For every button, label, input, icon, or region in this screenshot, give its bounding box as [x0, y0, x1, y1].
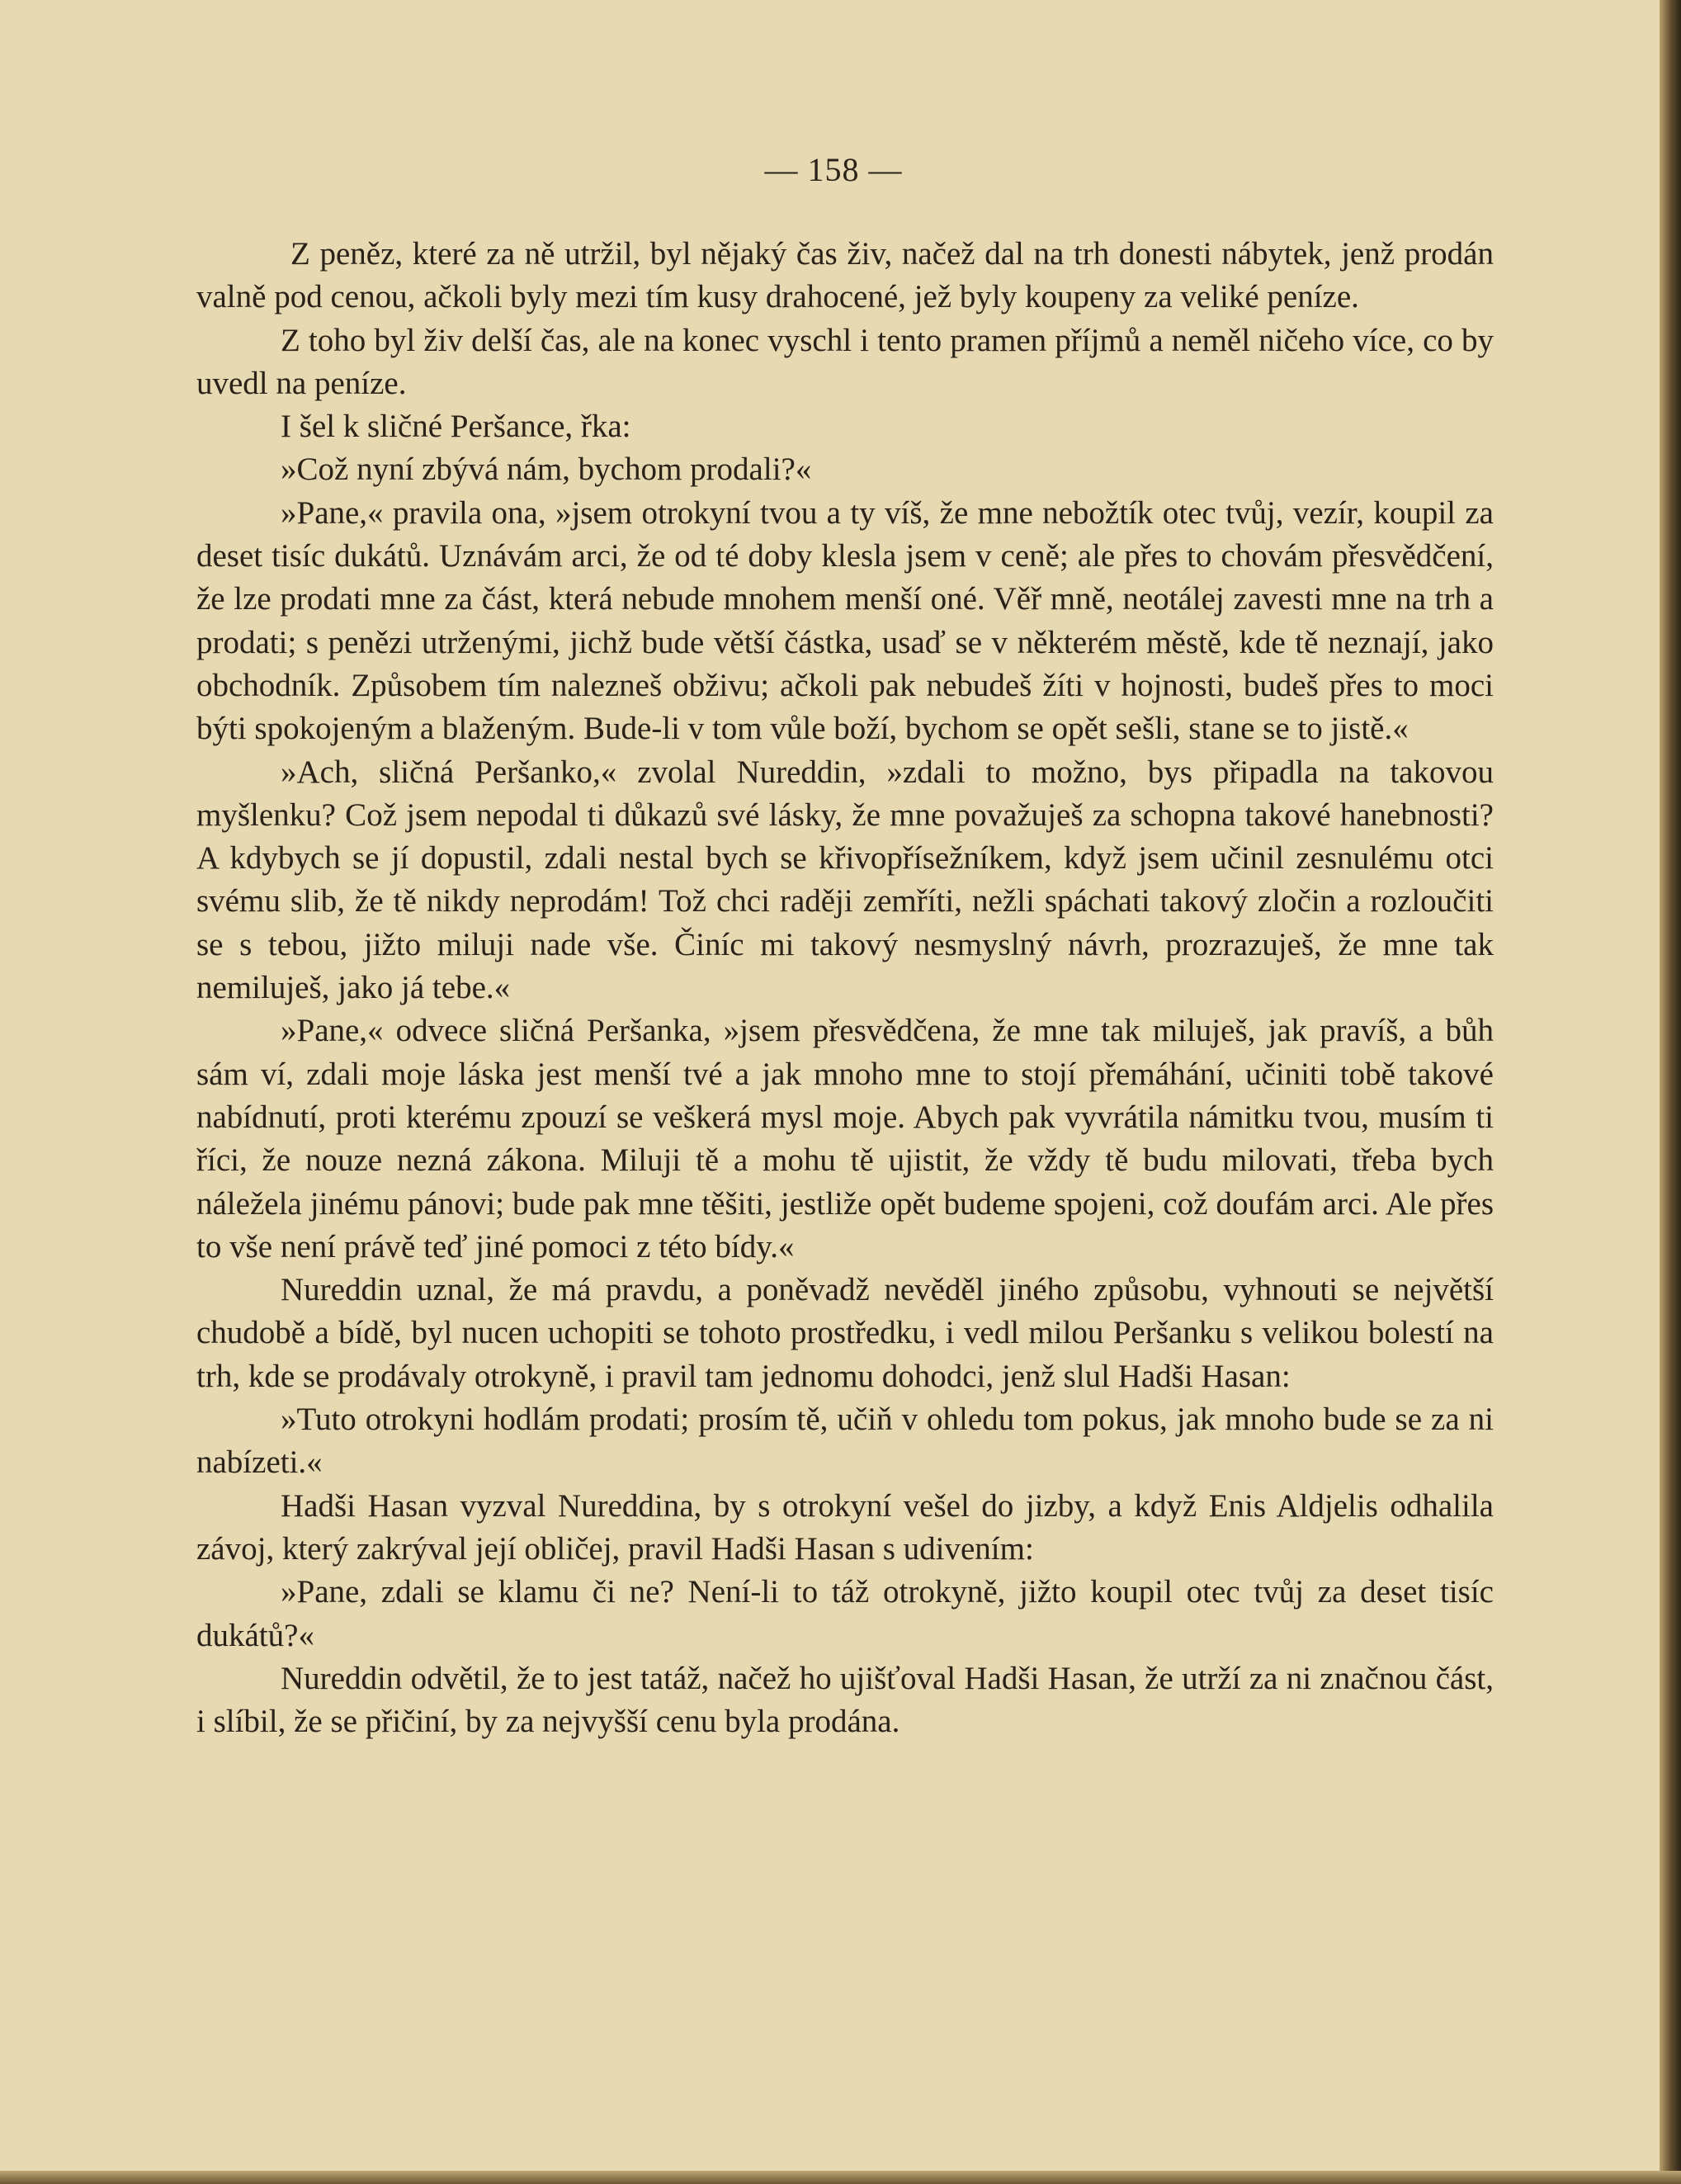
paragraph: »Pane,« odvece sličná Peršanka, »jsem přesvědčena, že mne tak miluješ, jak pravíš, a bůh sám ví, zdali moje láska jest menší tvé a jak mnoho mne to stojí přemáhání, učiniti tobě takové nabídnutí, proti kterému zpouzí se veškerá mysl moje. Abych pak vyvrátila námitku tvou, musím ti říci, že nouze nezná zákona. Miluji tě a mohu tě ujistit, že vždy tě budu milovati, třeba bych náležela jinému pánovi; bude pak mne těšiti, jestliže opět budeme spojeni, což doufám arci. Ale přes to vše není právě teď jiné pomoci z této bídy.« — [196, 1013, 1494, 1265]
paragraph: Nureddin uznal, že má pravdu, a poněvadž nevěděl jiného způsobu, vyhnouti se největší chudobě a bídě, byl nucen uchopiti se tohoto prostředku, i vedl milou Peršanku s velikou bolestí na trh, kde se prodávaly otrokyně, i pravil tam jednomu dohodci, jenž slul Hadši Hasan: — [196, 1272, 1494, 1394]
page-number: — 158 — — [764, 151, 903, 188]
paragraph: Z toho byl živ delší čas, ale na konec vyschl i tento pramen příjmů a neměl ničeho více, co by uvedl na peníze. — [196, 322, 1494, 401]
paragraph: »Pane, zdali se klamu či ne? Není-li to táž otrokyně, jižto koupil otec tvůj za deset tisíc dukátů?« — [196, 1574, 1494, 1653]
paragraph: Nureddin odvětil, že to jest tatáž, načež ho ujišťoval Hadši Hasan, že utrží za ni značnou část, i slíbil, že se přičiní, by za nejvyšší cenu byla prodána. — [196, 1660, 1494, 1740]
paragraph: »Tuto otrokyni hodlám prodati; prosím tě, učiň v ohledu tom pokus, jak mnoho bude se za ni nabízeti.« — [196, 1402, 1494, 1481]
page-text — [196, 233, 1494, 1743]
paragraph: »Ach, sličná Peršanko,« zvolal Nureddin, »zdali to možno, bys připadla na takovou myšlenku? Což jsem nepodal ti důkazů své lásky, že mne považuješ za schopna takové hanebnosti? A kdybych se jí dopustil, zdali nestal bych se křivopřísežníkem, když jsem učinil zesnulému otci svému slib, že tě nikdy neprodám! Tož chci raději zemříti, nežli spáchati takový zločin a rozloučiti se s tebou, jižto miluji nade vše. Činíc mi takový nesmyslný návrh, prozrazuješ, že mne tak nemiluješ, jako já tebe.« — [196, 754, 1494, 1006]
page-edge-right — [1660, 0, 1681, 2184]
paragraph: »Pane,« pravila ona, »jsem otrokyní tvou a ty víš, že mne nebožtík otec tvůj, vezír, koupil za deset tisíc dukátů. Uznávám arci, že od té doby klesla jsem v ceně; ale přes to chovám přesvědčení, že lze prodati mne za část, která nebude mnohem menší oné. Věř mně, neotálej zavesti mne na trh a prodati; s penězi utrženými, jichž bude větší částka, usaď se v některém městě, kde tě neznají, jako obchodník. Způsobem tím nalezneš obživu; ačkoli pak nebudeš žíti v hojnosti, budeš přes to moci býti spokojeným a blaženým. Bude-li v tom vůle boží, bychom se opět sešli, stane se to jistě.« — [196, 494, 1494, 747]
paragraph: Hadši Hasan vyzval Nureddina, by s otrokyní vešel do jizby, a když Enis Aldjelis odhalila závoj, který zakrýval její obličej, pravil Hadši Hasan s udivením: — [196, 1487, 1494, 1567]
page-edge-bottom — [0, 2171, 1681, 2184]
paragraph: Z peněz, které za ně utržil, byl nějaký čas živ, načež dal na trh donesti nábytek, jenž prodán valně pod cenou, ačkoli byly mezi tím kusy drahocené, jež byly koupeny za veliké peníze. — [196, 236, 1494, 315]
paragraph: I šel k sličné Peršance, řka: — [281, 409, 631, 445]
paragraph: »Což nyní zbývá nám, bychom prodali?« — [281, 451, 812, 488]
